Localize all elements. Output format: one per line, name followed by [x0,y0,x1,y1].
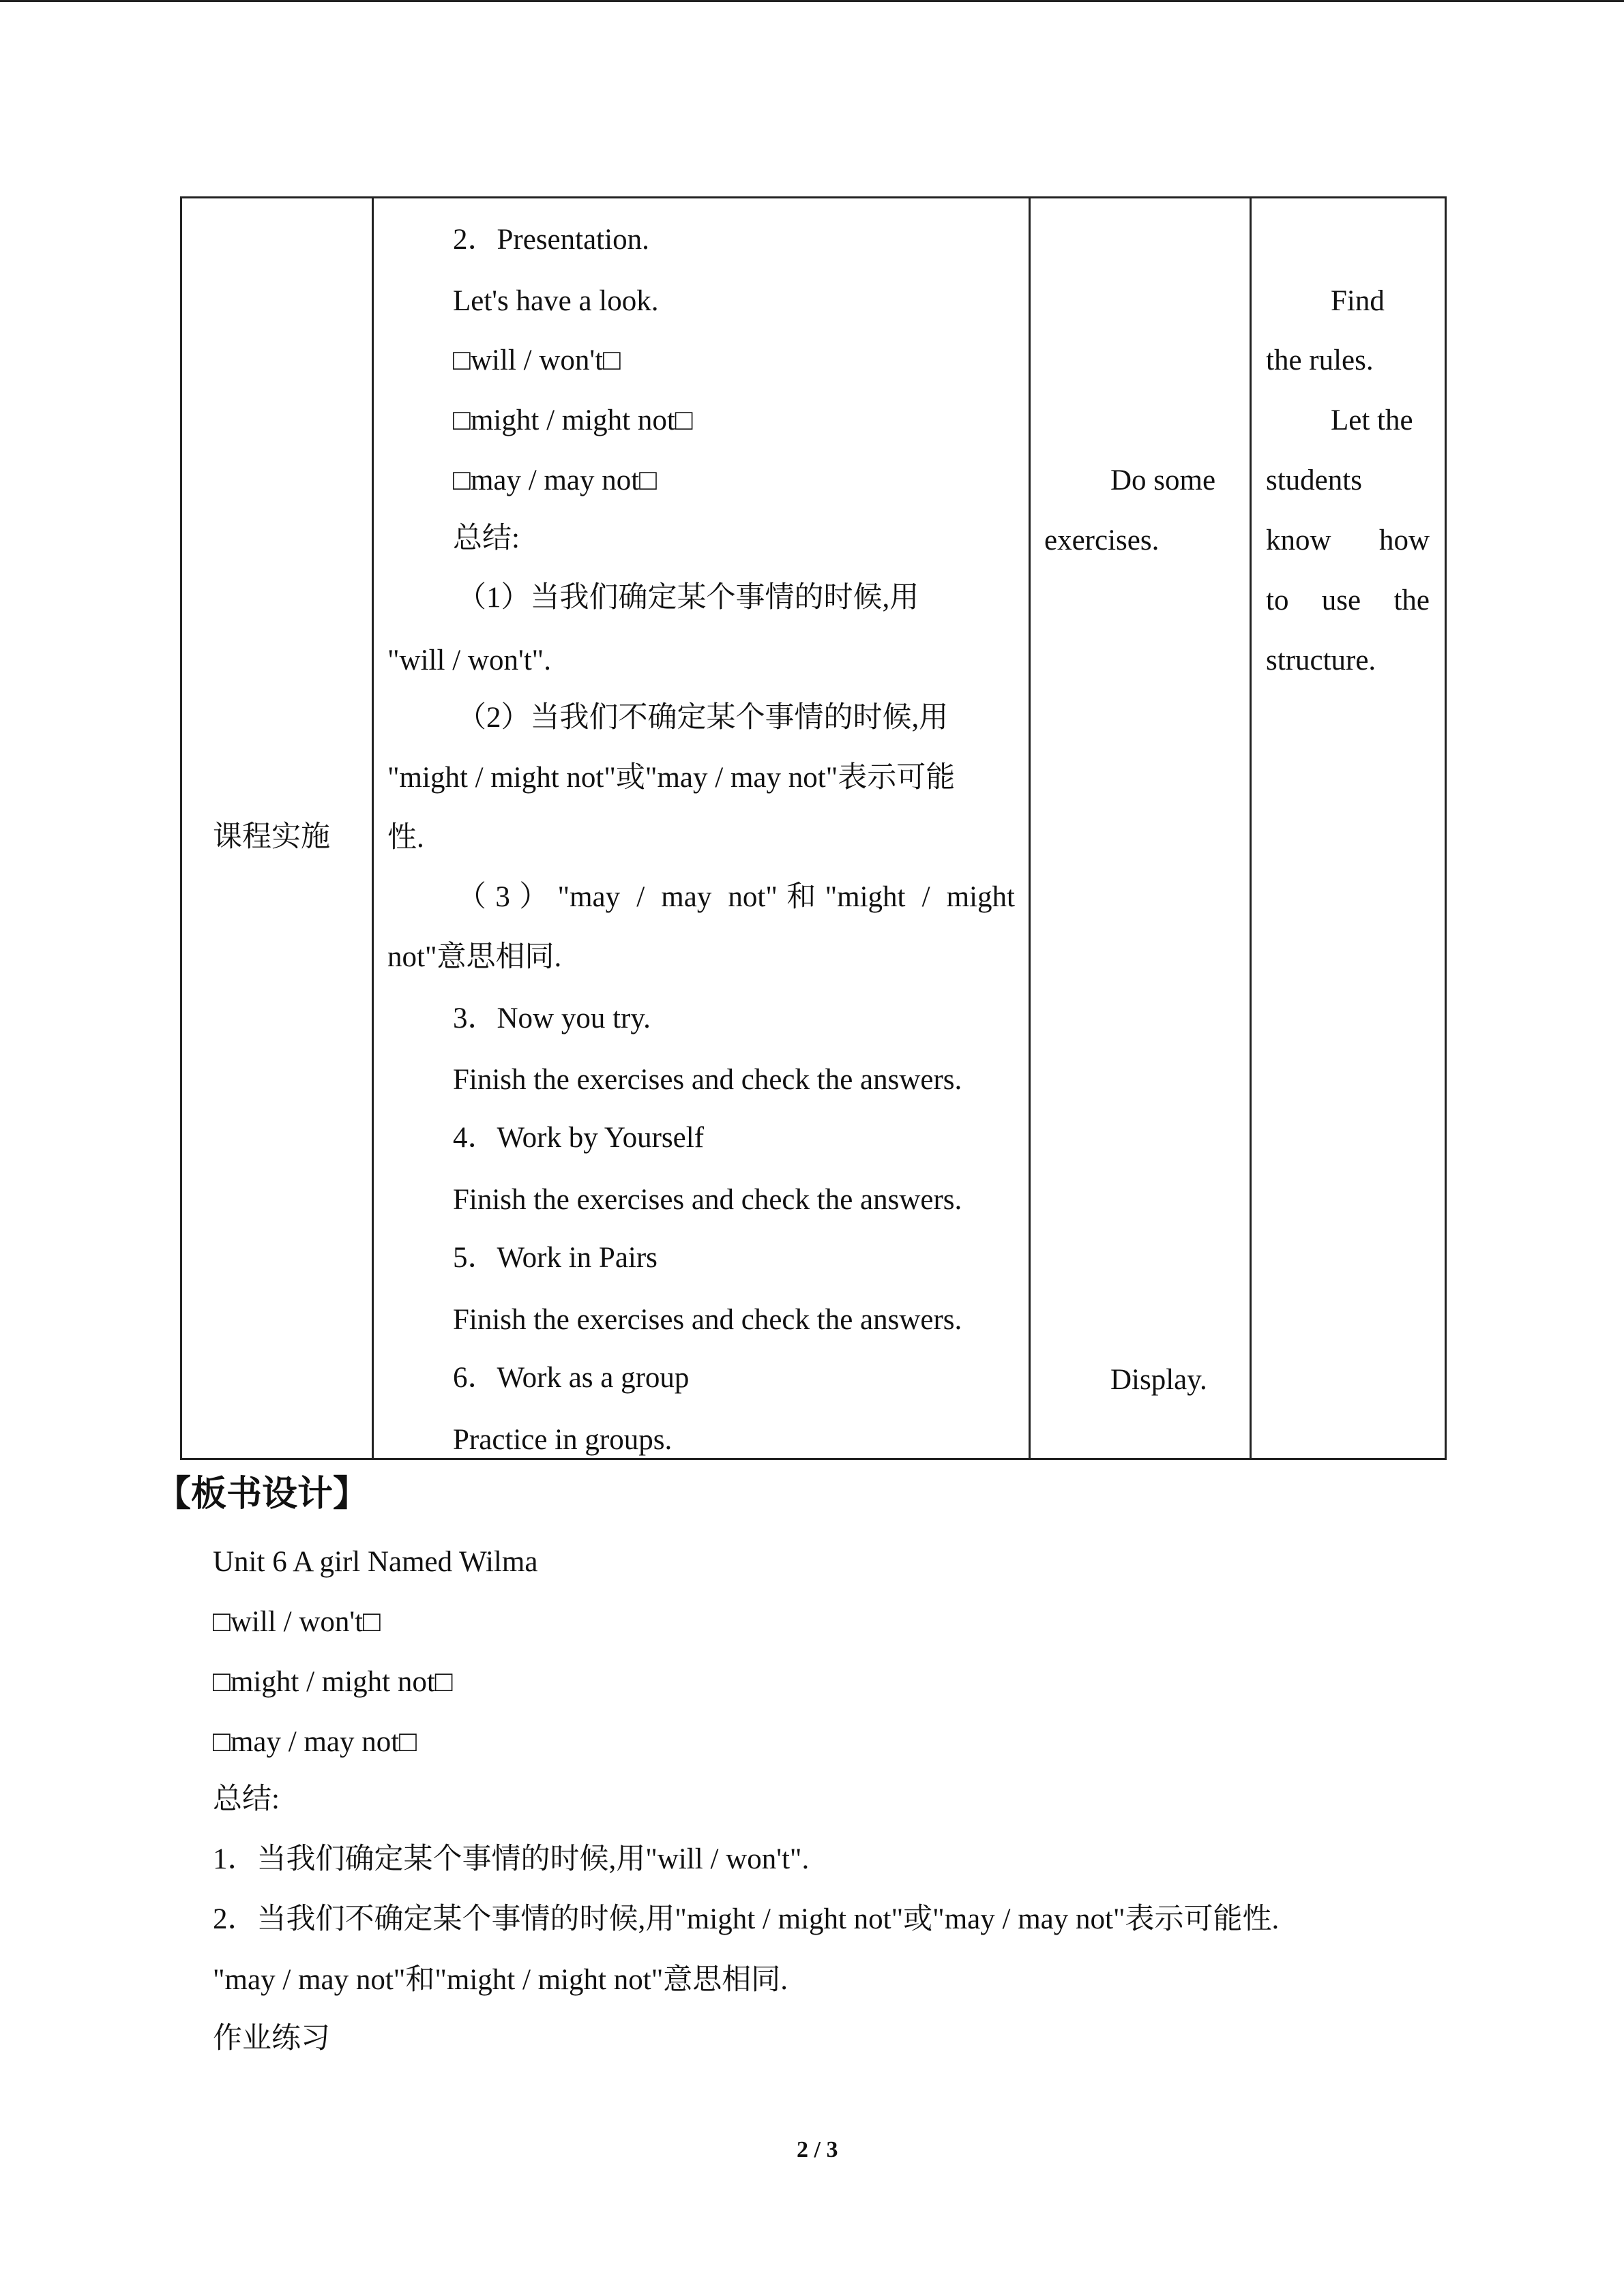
purpose-line: the rules. [1266,344,1374,376]
content-line: 性. [387,822,424,854]
purpose-line: Let the [1331,404,1413,436]
content-line: □might / might not□ [453,404,693,436]
section-label: 课程实施 [213,821,330,853]
content-line: （2）当我们不确定某个事情的时候,用 [457,702,949,734]
table-divider-2 [1029,196,1031,1460]
table-left-border [180,196,182,1460]
board-line: 2．当我们不确定某个事情的时候,用"might / might not"或"may / may not"表示可能性. [213,1903,1280,1935]
board-line: Unit 6 A girl Named Wilma [213,1546,538,1578]
content-line: （3）"may / may not"和"might / might [457,881,1015,913]
content-line: 3．Now you try. [453,1002,651,1034]
table-divider-1 [372,196,374,1460]
content-line: not"意思相同. [387,941,562,973]
content-line: "might / might not"或"may / may not"表示可能 [387,762,956,794]
table-right-border [1445,196,1447,1460]
content-line: （1）当我们确定某个事情的时候,用 [457,582,919,614]
page-number: 2 / 3 [797,2137,838,2162]
student-activity: Display. [1110,1364,1207,1396]
content-line: Practice in groups. [453,1424,673,1456]
content-line: Finish the exercises and check the answers. [453,1064,962,1096]
purpose-line: to use the [1266,584,1430,616]
board-line: □will / won't□ [213,1606,381,1638]
content-line: 4．Work by Yourself [453,1122,705,1154]
board-line: "may / may not"和"might / might not"意思相同. [213,1964,788,1996]
content-line: 总结: [453,522,520,554]
board-line: □might / might not□ [213,1666,453,1698]
student-activity: exercises. [1044,524,1160,556]
table-top-border [180,196,1447,198]
purpose-line: know how [1266,524,1430,556]
page-top-border [0,0,1624,2]
content-line: □will / won't□ [453,344,621,376]
table-divider-3 [1250,196,1252,1460]
content-line: Finish the exercises and check the answers. [453,1304,962,1336]
content-line: □may / may not□ [453,464,658,496]
purpose-line: structure. [1266,644,1376,676]
student-activity: Do some [1110,464,1216,496]
purpose-line: students [1266,464,1362,496]
board-line: 作业练习 [213,2023,330,2055]
content-line: Let's have a look. [453,285,659,317]
table-bottom-border [180,1458,1447,1460]
content-line: 2．Presentation. [453,224,649,256]
purpose-line: Find [1331,285,1385,317]
board-line: 1．当我们确定某个事情的时候,用"will / won't". [213,1843,810,1875]
content-line: 5．Work in Pairs [453,1242,658,1274]
content-line: 6．Work as a group [453,1362,690,1394]
content-line: "will / won't". [387,644,551,676]
content-line: Finish the exercises and check the answers. [453,1184,962,1216]
board-line: □may / may not□ [213,1726,417,1758]
board-design-heading: 【板书设计】 [156,1475,369,1514]
board-line: 总结: [213,1783,280,1815]
